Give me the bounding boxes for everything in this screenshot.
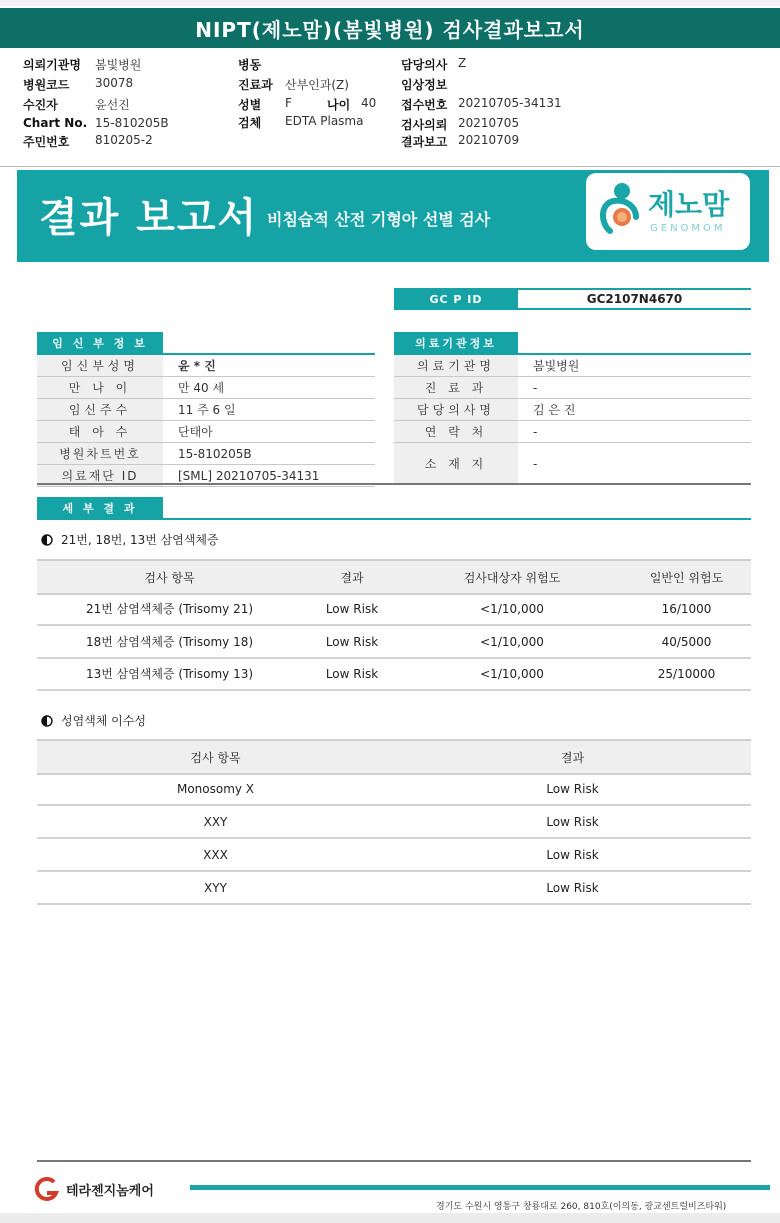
patient-section-heading: 임 신 부 정 보: [37, 332, 163, 353]
table-row: 13번 삼염색체증 (Trisomy 13) Low Risk <1/10,000 25/10000: [37, 658, 751, 691]
mother-baby-icon: [592, 173, 652, 250]
sex-section-title: 성염색체 이수성: [41, 712, 146, 729]
result-banner: [17, 170, 769, 262]
patient-row: 만 나 이 만 40 세: [37, 377, 375, 399]
details-section-heading: 세 부 결 과: [37, 497, 163, 518]
genomom-logo: [586, 173, 750, 250]
header-field: 검사의뢰 20210705: [401, 116, 520, 132]
header-field: 임상정보: [401, 78, 448, 92]
header-field: 병동: [238, 58, 262, 72]
company-name: 테라젠지놈케어: [66, 1183, 154, 1199]
header-field: 결과보고 20210709: [401, 133, 520, 149]
info-bottom-line: [37, 483, 751, 485]
header-field: 성별 F 나이 40: [238, 96, 377, 112]
institution-row: 소 재 지 -: [394, 443, 751, 484]
logo-eng: GENOMOM: [650, 223, 726, 234]
header-field: Chart No. 15-810205B: [23, 116, 169, 130]
table-row: XYY Low Risk: [37, 872, 751, 905]
bottom-strip: [0, 1213, 780, 1223]
banner-title: 결과 보고서: [39, 195, 259, 241]
gcpid-value: GC2107N4670: [518, 288, 751, 310]
gcpid-label: GC P ID: [394, 288, 518, 310]
institution-section-heading: 의료기관정보: [394, 332, 518, 353]
table-row: XXX Low Risk: [37, 839, 751, 872]
company-logo: [32, 1176, 154, 1202]
logo-name: 제노맘: [648, 188, 730, 221]
patient-row: 임신주수 11 주 6 일: [37, 399, 375, 421]
banner-subtitle: 비침습적 산전 기형아 선별 검사: [267, 210, 491, 229]
top-strip: [0, 0, 780, 6]
institution-row: 담당의사명 김 은 진: [394, 399, 751, 421]
header-field: 담당의사 Z: [401, 56, 467, 72]
report-title: NIPT(제노맘)(봄빛병원) 검사결과보고서: [0, 8, 780, 48]
header-field: 접수번호 20210705-34131: [401, 96, 562, 112]
table-row: 21번 삼염색체증 (Trisomy 21) Low Risk <1/10,000 16/1000: [37, 593, 751, 626]
patient-row: 임신부성명 윤 * 진: [37, 355, 375, 377]
header-field: 검체 EDTA Plasma: [238, 114, 364, 130]
institution-row: 의료기관명 봄빛병원: [394, 355, 751, 377]
table-row: XXY Low Risk: [37, 806, 751, 839]
patient-row: 태 아 수 단태아: [37, 421, 375, 443]
institution-row: 연 락 처 -: [394, 421, 751, 443]
company-address: 경기도 수원시 영통구 창룡대로 260, 810호(이의동, 광교센트럴비즈타워): [436, 1202, 727, 1212]
trisomy-section-title: 21번, 18번, 13번 삼염색체증: [41, 531, 219, 548]
footer-teal-bar: [190, 1185, 770, 1190]
table-row: Monosomy X Low Risk: [37, 773, 751, 806]
header-field: 진료과 산부인과(Z): [238, 78, 349, 92]
trisomy-table-header: 검사 항목 결과 검사대상자 위험도 일반인 위험도: [37, 559, 751, 595]
details-section-line: [37, 518, 751, 520]
table-row: 18번 삼염색체증 (Trisomy 18) Low Risk <1/10,000 40/5000: [37, 626, 751, 659]
half-circle-bullet-icon: [41, 534, 53, 546]
header-field: 주민번호 810205-2: [23, 133, 153, 149]
half-circle-bullet-icon: [41, 715, 53, 727]
header-field: 병원코드 30078: [23, 76, 134, 92]
header-field: 의뢰기관명 봄빛병원: [23, 58, 142, 72]
footer-divider: [37, 1160, 751, 1162]
sex-table-header: 검사 항목 결과: [37, 739, 751, 775]
patient-row: 의료재단 ID [SML] 20210705-34131: [37, 465, 375, 487]
age-key: 나이: [327, 98, 351, 112]
patient-row: 병원차트번호 15-810205B: [37, 443, 375, 465]
institution-row: 진 료 과 -: [394, 377, 751, 399]
header-divider: [0, 166, 780, 167]
tg-logo-icon: [32, 1176, 62, 1202]
age-value: 40: [361, 96, 377, 110]
header-field: 수진자 윤선진: [23, 98, 130, 112]
